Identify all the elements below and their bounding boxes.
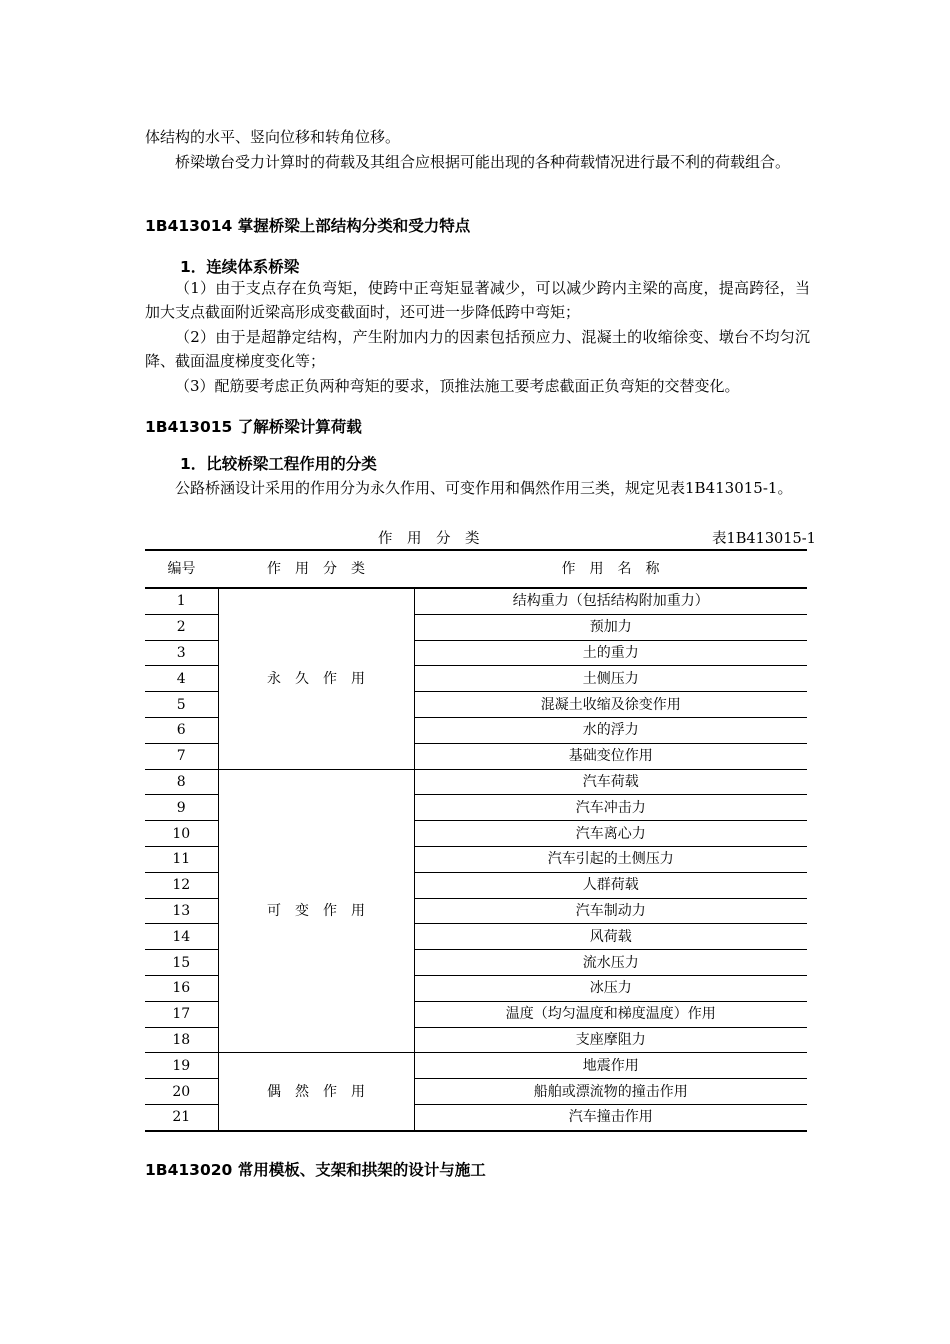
section-heading-1b413014: 1B413014 掌握桥梁上部结构分类和受力特点 (145, 217, 471, 235)
row-name: 汽车引起的土侧压力 (414, 846, 807, 872)
row-name: 温度（均匀温度和梯度温度）作用 (414, 1001, 807, 1027)
header-number: 编号 (145, 550, 218, 588)
row-name: 风荷载 (414, 924, 807, 950)
section-heading-1b413020: 1B413020 常用模板、支架和拱架的设计与施工 (145, 1161, 486, 1179)
row-number: 19 (145, 1053, 218, 1079)
row-number: 5 (145, 692, 218, 718)
group-variable: 可 变 作 用 (218, 769, 414, 1053)
table-row (145, 769, 807, 795)
row-number: 11 (145, 846, 218, 872)
row-number: 6 (145, 717, 218, 743)
row-number: 10 (145, 821, 218, 847)
row-number: 14 (145, 924, 218, 950)
row-name: 流水压力 (414, 950, 807, 976)
row-name: 混凝土收缩及徐变作用 (414, 692, 807, 718)
row-name: 汽车冲击力 (414, 795, 807, 821)
row-number: 13 (145, 898, 218, 924)
row-number: 8 (145, 769, 218, 795)
table-title: 作 用 分 类 (378, 531, 480, 547)
table-header-row (145, 550, 807, 588)
row-name: 人群荷载 (414, 872, 807, 898)
row-name: 汽车离心力 (414, 821, 807, 847)
action-classification-table (145, 549, 807, 1132)
row-name: 水的浮力 (414, 717, 807, 743)
table-number: 表1B413015-1 (712, 531, 816, 547)
row-number: 18 (145, 1027, 218, 1053)
row-number: 3 (145, 640, 218, 666)
row-name: 地震作用 (414, 1053, 807, 1079)
row-number: 15 (145, 950, 218, 976)
row-number: 20 (145, 1079, 218, 1105)
header-category: 作 用 分 类 (218, 550, 414, 588)
header-name: 作 用 名 称 (414, 550, 807, 588)
row-number: 4 (145, 666, 218, 692)
table-row (145, 1053, 807, 1079)
row-number: 9 (145, 795, 218, 821)
row-number: 12 (145, 872, 218, 898)
point-2: （2）由于是超静定结构，产生附加内力的因素包括预应力、混凝土的收缩徐变、墩台不均匀沉降、截面温度梯度变化等； (145, 328, 810, 370)
subheading-action-classification: 1．比较桥梁工程作用的分类 (180, 455, 377, 473)
row-name: 船舶或漂流物的撞击作用 (414, 1079, 807, 1105)
row-name: 汽车制动力 (414, 898, 807, 924)
row-number: 7 (145, 743, 218, 769)
row-name: 土侧压力 (414, 666, 807, 692)
section-heading-1b413015: 1B413015 了解桥梁计算荷载 (145, 418, 362, 436)
row-number: 16 (145, 975, 218, 1001)
paragraph-continuation: 体结构的水平、竖向位移和转角位移。 (145, 128, 401, 146)
row-name: 土的重力 (414, 640, 807, 666)
point-3: （3）配筋要考虑正负两种弯矩的要求，顶推法施工要考虑截面正负弯矩的交替变化。 (175, 377, 740, 395)
paragraph-load-combination: 桥梁墩台受力计算时的荷载及其组合应根据可能出现的各种荷载情况进行最不利的荷载组合。 (175, 153, 791, 171)
row-name: 冰压力 (414, 975, 807, 1001)
row-name: 预加力 (414, 614, 807, 640)
point-1: （1）由于支点存在负弯矩，使跨中正弯矩显著减少，可以减少跨内主梁的高度，提高跨径，当加大支点截面附近梁高形成变截面时，还可进一步降低跨中弯矩； (145, 279, 810, 321)
subheading-continuous-bridge: 1．连续体系桥梁 (180, 258, 300, 276)
paragraph-action-intro: 公路桥涵设计采用的作用分为永久作用、可变作用和偶然作用三类，规定见表1B413015-1。 (175, 479, 793, 497)
row-number: 21 (145, 1104, 218, 1130)
group-permanent: 永 久 作 用 (218, 588, 414, 769)
table-row (145, 588, 807, 614)
row-name: 汽车撞击作用 (414, 1104, 807, 1130)
row-number: 2 (145, 614, 218, 640)
row-name: 基础变位作用 (414, 743, 807, 769)
group-accidental: 偶 然 作 用 (218, 1053, 414, 1131)
row-name: 支座摩阻力 (414, 1027, 807, 1053)
row-number: 17 (145, 1001, 218, 1027)
row-name: 汽车荷载 (414, 769, 807, 795)
row-number: 1 (145, 588, 218, 614)
row-name: 结构重力（包括结构附加重力） (414, 588, 807, 614)
